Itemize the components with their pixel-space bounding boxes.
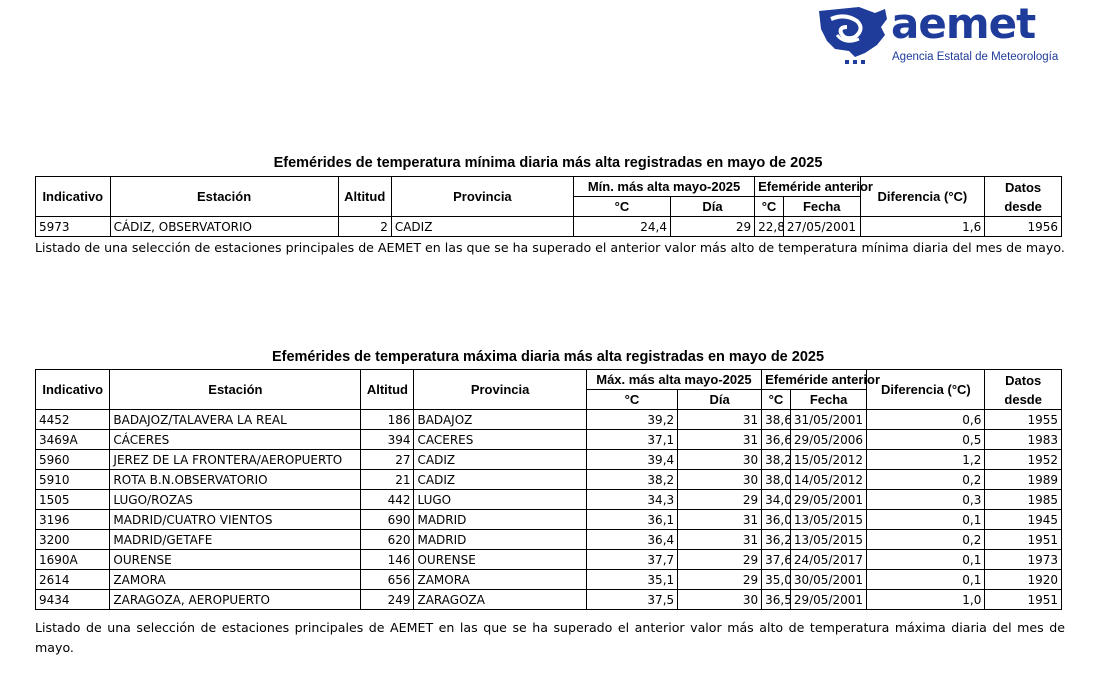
cell-indicativo: 1505: [36, 490, 110, 510]
cell-altitud: 249: [361, 590, 414, 610]
cell-estacion: ROTA B.N.OBSERVATORIO: [110, 470, 361, 490]
header-indicativo: Indicativo: [36, 177, 111, 217]
table-row: [36, 430, 1062, 450]
header-fecha: Fecha: [790, 390, 867, 410]
cell-temp-prev: 38,2: [762, 450, 791, 470]
cell-estacion: BADAJOZ/TALAVERA LA REAL: [110, 410, 361, 430]
cell-temp: 24,4: [574, 217, 671, 237]
cell-provincia: BADAJOZ: [414, 410, 586, 430]
cell-altitud: 186: [361, 410, 414, 430]
cell-dia: 31: [678, 510, 762, 530]
cell-indicativo: 3200: [36, 530, 110, 550]
cell-dia: 31: [678, 410, 762, 430]
cell-fecha: 31/05/2001: [790, 410, 867, 430]
header-diferencia: Diferencia (°C): [867, 370, 985, 410]
table-row: [36, 490, 1062, 510]
cell-diferencia: 0,6: [867, 410, 985, 430]
cell-diferencia: 0,2: [867, 470, 985, 490]
cell-datos-desde: 1945: [985, 510, 1062, 530]
cell-fecha: 29/05/2006: [790, 430, 867, 450]
cell-diferencia: 0,1: [867, 510, 985, 530]
logo-subtitle: Agencia Estatal de Meteorología: [892, 51, 1059, 63]
table-max-title: Efemérides de temperatura máxima diaria más alta registradas en mayo de 2025: [271, 349, 825, 365]
cell-temp: 38,2: [586, 470, 677, 490]
cell-indicativo: 2614: [36, 570, 110, 590]
cell-temp: 39,4: [586, 450, 677, 470]
cell-fecha: 14/05/2012: [790, 470, 867, 490]
table-row: [36, 410, 1062, 430]
cell-temp: 35,1: [586, 570, 677, 590]
cell-altitud: 690: [361, 510, 414, 530]
cell-diferencia: 1,6: [860, 217, 985, 237]
cell-provincia: CADIZ: [414, 470, 586, 490]
cell-fecha: 29/05/2001: [790, 590, 867, 610]
cell-provincia: MADRID: [414, 530, 586, 550]
cell-diferencia: 0,1: [867, 570, 985, 590]
cell-temp-prev: 38,6: [762, 410, 791, 430]
cell-temp: 37,5: [586, 590, 677, 610]
cell-temp-prev: 36,6: [762, 430, 791, 450]
cell-diferencia: 0,5: [867, 430, 985, 450]
table-row: [36, 570, 1062, 590]
table-min: [35, 176, 1062, 237]
cell-provincia: CADIZ: [414, 450, 586, 470]
header-c-prev: °C: [755, 197, 784, 217]
header-provincia: Provincia: [414, 370, 586, 410]
cell-indicativo: 5910: [36, 470, 110, 490]
cell-provincia: LUGO: [414, 490, 586, 510]
cell-indicativo: 5960: [36, 450, 110, 470]
cell-temp: 39,2: [586, 410, 677, 430]
cell-dia: 29: [678, 550, 762, 570]
header-c: °C: [586, 390, 677, 410]
cell-provincia: OURENSE: [414, 550, 586, 570]
cell-fecha: 29/05/2001: [790, 490, 867, 510]
cell-fecha: 13/05/2015: [790, 530, 867, 550]
cell-datos-desde: 1951: [985, 530, 1062, 550]
cell-dia: 31: [678, 530, 762, 550]
cell-dia: 29: [678, 570, 762, 590]
cell-indicativo: 5973: [36, 217, 111, 237]
cell-altitud: 620: [361, 530, 414, 550]
table-row: [36, 510, 1062, 530]
header-group-prev: Efeméride anterior: [755, 177, 860, 197]
cell-dia: 31: [678, 430, 762, 450]
cell-indicativo: 9434: [36, 590, 110, 610]
table-min-body: [36, 217, 1062, 237]
table-min-note: Listado de una selección de estaciones principales de AEMET en las que se ha superado el anterior valor más alto de temperatura mínima diaria del mes de mayo.: [35, 240, 1065, 255]
cell-datos-desde: 1973: [985, 550, 1062, 570]
table-max-body: [36, 410, 1062, 610]
header-estacion: Estación: [110, 370, 361, 410]
logo-wordmark: aemet: [891, 0, 1036, 48]
header-c: °C: [574, 197, 671, 217]
table-min-title: Efemérides de temperatura mínima diaria más alta registradas en mayo de 2025: [273, 155, 823, 171]
cell-estacion: JEREZ DE LA FRONTERA/AEROPUERTO: [110, 450, 361, 470]
table-row: [36, 550, 1062, 570]
cell-dia: 30: [678, 590, 762, 610]
cell-indicativo: 1690A: [36, 550, 110, 570]
header-provincia: Provincia: [391, 177, 573, 217]
header-altitud: Altitud: [338, 177, 391, 217]
header-estacion: Estación: [110, 177, 338, 217]
cell-indicativo: 3469A: [36, 430, 110, 450]
cell-dia: 30: [678, 470, 762, 490]
header-altitud: Altitud: [361, 370, 414, 410]
cell-temp-prev: 22,8: [755, 217, 784, 237]
cell-temp: 34,3: [586, 490, 677, 510]
cell-estacion: ZARAGOZA, AEROPUERTO: [110, 590, 361, 610]
cell-estacion: MADRID/GETAFE: [110, 530, 361, 550]
header-datos-desde: Datos desde: [985, 370, 1062, 410]
cell-diferencia: 0,1: [867, 550, 985, 570]
cell-altitud: 21: [361, 470, 414, 490]
aemet-logo-icon: [815, 5, 889, 67]
cell-fecha: 24/05/2017: [790, 550, 867, 570]
cell-indicativo: 4452: [36, 410, 110, 430]
cell-dia: 30: [678, 450, 762, 470]
cell-temp-prev: 35,0: [762, 570, 791, 590]
cell-fecha: 30/05/2001: [790, 570, 867, 590]
cell-estacion: CÁDIZ, OBSERVATORIO: [110, 217, 338, 237]
cell-diferencia: 0,3: [867, 490, 985, 510]
cell-altitud: 442: [361, 490, 414, 510]
cell-indicativo: 3196: [36, 510, 110, 530]
header-dia: Día: [670, 197, 754, 217]
cell-diferencia: 0,2: [867, 530, 985, 550]
table-row: [36, 217, 1062, 237]
cell-dia: 29: [678, 490, 762, 510]
cell-estacion: LUGO/ROZAS: [110, 490, 361, 510]
cell-temp: 36,1: [586, 510, 677, 530]
cell-provincia: MADRID: [414, 510, 586, 530]
cell-temp-prev: 36,2: [762, 530, 791, 550]
table-row: [36, 450, 1062, 470]
cell-fecha: 13/05/2015: [790, 510, 867, 530]
cell-temp-prev: 36,0: [762, 510, 791, 530]
cell-datos-desde: 1952: [985, 450, 1062, 470]
table-max-note: Listado de una selección de estaciones principales de AEMET en las que se ha superado el anterior valor más alto de temperatura máxima diaria del mes de mayo.: [35, 620, 1065, 655]
header-dia: Día: [678, 390, 762, 410]
table-max: [35, 369, 1062, 610]
cell-dia: 29: [670, 217, 754, 237]
header-c-prev: °C: [762, 390, 791, 410]
header-diferencia: Diferencia (°C): [860, 177, 985, 217]
cell-estacion: OURENSE: [110, 550, 361, 570]
header-indicativo: Indicativo: [36, 370, 110, 410]
cell-temp: 37,1: [586, 430, 677, 450]
cell-diferencia: 1,0: [867, 590, 985, 610]
cell-estacion: ZAMORA: [110, 570, 361, 590]
cell-altitud: 656: [361, 570, 414, 590]
header-fecha: Fecha: [783, 197, 860, 217]
header-group-current: Máx. más alta mayo-2025: [586, 370, 761, 390]
cell-datos-desde: 1985: [985, 490, 1062, 510]
header-group-current: Mín. más alta mayo-2025: [574, 177, 755, 197]
cell-temp: 37,7: [586, 550, 677, 570]
header-datos-desde: Datos desde: [985, 177, 1062, 217]
cell-datos-desde: 1983: [985, 430, 1062, 450]
header-group-prev: Efeméride anterior: [762, 370, 867, 390]
cell-altitud: 2: [338, 217, 391, 237]
cell-temp-prev: 36,5: [762, 590, 791, 610]
cell-diferencia: 1,2: [867, 450, 985, 470]
cell-temp-prev: 34,0: [762, 490, 791, 510]
cell-datos-desde: 1951: [985, 590, 1062, 610]
cell-altitud: 394: [361, 430, 414, 450]
cell-estacion: CÁCERES: [110, 430, 361, 450]
table-row: [36, 530, 1062, 550]
cell-datos-desde: 1920: [985, 570, 1062, 590]
cell-fecha: 27/05/2001: [783, 217, 860, 237]
cell-fecha: 15/05/2012: [790, 450, 867, 470]
cell-altitud: 146: [361, 550, 414, 570]
cell-provincia: CACERES: [414, 430, 586, 450]
cell-datos-desde: 1955: [985, 410, 1062, 430]
cell-provincia: CADIZ: [391, 217, 573, 237]
cell-datos-desde: 1989: [985, 470, 1062, 490]
cell-provincia: ZAMORA: [414, 570, 586, 590]
table-row: [36, 590, 1062, 610]
cell-estacion: MADRID/CUATRO VIENTOS: [110, 510, 361, 530]
cell-temp: 36,4: [586, 530, 677, 550]
cell-provincia: ZARAGOZA: [414, 590, 586, 610]
cell-temp-prev: 37,6: [762, 550, 791, 570]
cell-datos-desde: 1956: [985, 217, 1062, 237]
cell-altitud: 27: [361, 450, 414, 470]
aemet-logo: [815, 0, 1065, 67]
cell-temp-prev: 38,0: [762, 470, 791, 490]
table-row: [36, 470, 1062, 490]
